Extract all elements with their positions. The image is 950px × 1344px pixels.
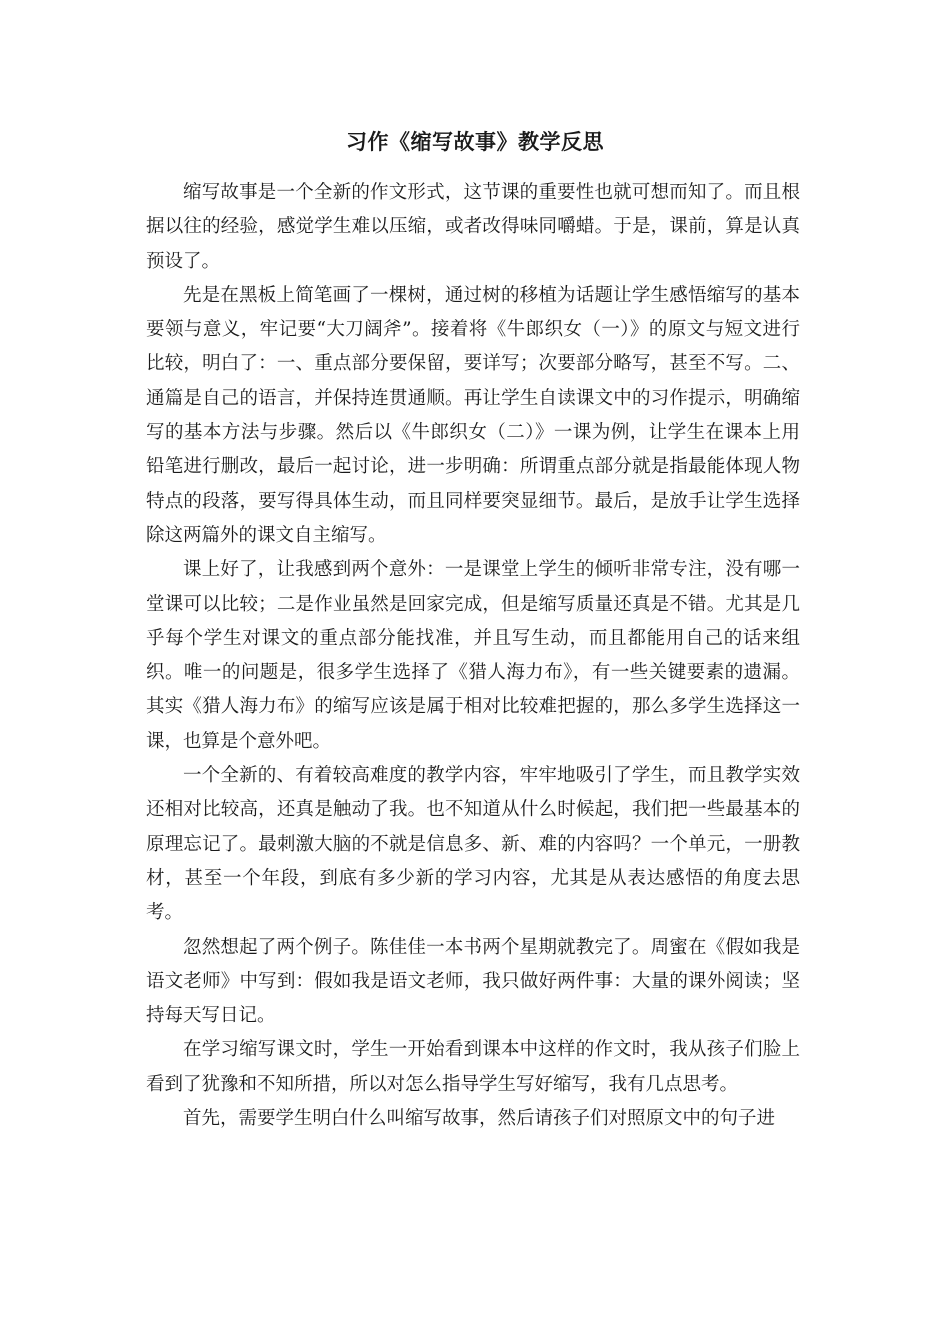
document-title: 习作《缩写故事》教学反思 [346, 129, 604, 154]
paragraph: 先是在黑板上简笔画了一棵树，通过树的移植为话题让学生感悟缩写的基本要领与意义，牢记要“大刀阔斧”。接着将《牛郎织女（一）》的原文与短文进行比较，明白了：一、重点部分要保留，要详写；次要部分略写，甚至不写。二、通篇是自己的语言，并保持连贯通顺。再让学生自读课文中的习作提示，明确缩写的基本方法与步骤。然后以《牛郎织女（二）》一课为例，让学生在课本上用铅笔进行删改，最后一起讨论，进一步明确：所谓重点部分就是指最能体现人物特点的段落，要写得具体生动，而且同样要突显细节。最后，是放手让学生选择除这两篇外的课文自主缩写。 [146, 284, 800, 546]
paragraph: 缩写故事是一个全新的作文形式，这节课的重要性也就可想而知了。而且根据以往的经验，感觉学生难以压缩，或者改得味同嚼蜡。于是，课前，算是认真预设了。 [146, 182, 800, 272]
paragraph: 首先，需要学生明白什么叫缩写故事，然后请孩子们对照原文中的句子进 [183, 1108, 776, 1130]
paragraph: 在学习缩写课文时，学生一开始看到课本中这样的作文时，我从孩子们脸上看到了犹豫和不知所措，所以对怎么指导学生写好缩写，我有几点思考。 [146, 1039, 800, 1095]
paragraph: 课上好了，让我感到两个意外：一是课堂上学生的倾听非常专注，没有哪一堂课可以比较；二是作业虽然是回家完成，但是缩写质量还真是不错。尤其是几乎每个学生对课文的重点部分能找准，并且写生动，而且都能用自己的话来组织。唯一的问题是，很多学生选择了《猎人海力布》，有一些关键要素的遗漏。其实《猎人海力布》的缩写应该是属于相对比较难把握的，那么多学生选择这一课，也算是个意外吧。 [146, 559, 800, 752]
paragraph: 忽然想起了两个例子。陈佳佳一本书两个星期就教完了。周蜜在《假如我是语文老师》中写到：假如我是语文老师，我只做好两件事：大量的课外阅读；坚持每天写日记。 [146, 936, 800, 1027]
document-body [146, 176, 800, 1136]
paragraph: 一个全新的、有着较高难度的教学内容，牢牢地吸引了学生，而且教学实效还相对比较高，还真是触动了我。也不知道从什么时候起，我们把一些最基本的原理忘记了。最刺激大脑的不就是信息多、新、难的内容吗？一个单元，一册教材，甚至一个年段，到底有多少新的学习内容，尤其是从表达感悟的角度去思考。 [146, 765, 800, 924]
